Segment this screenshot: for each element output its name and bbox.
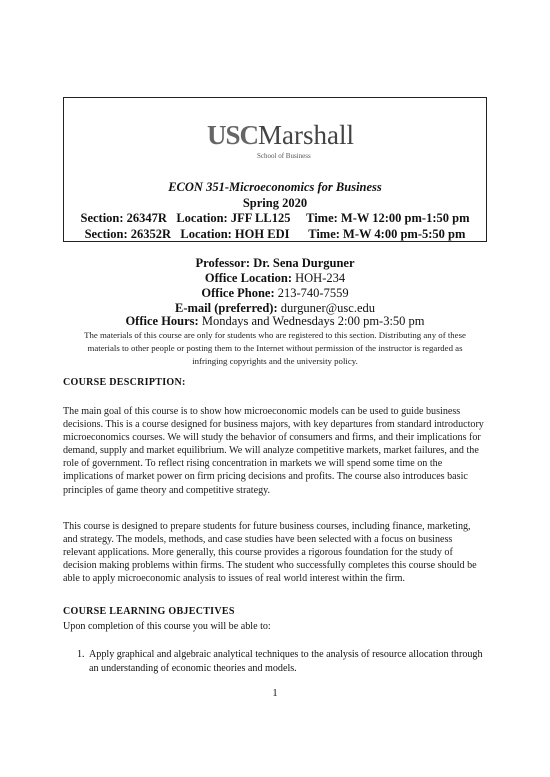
course-term: Spring 2020 [242, 196, 308, 210]
section-row-2 [0, 227, 550, 242]
office-location-label: Office Location: [204, 271, 292, 285]
email-label: E-mail (preferred): [175, 301, 278, 315]
office-location-line [0, 271, 550, 286]
section-number: Section: 26352R [84, 227, 172, 241]
objective-number: 1. [77, 649, 85, 660]
logo-marshall: Marshall [258, 120, 354, 150]
office-phone-label: Office Phone: [201, 286, 275, 300]
course-description-paragraph-1: The main goal of this course is to show how microeconomic models can be used to guide business decisions. This is a course designed for business majors, with key departures from standard introductory microeconomics courses. We will study the behavior of consumers and firms, and their implications for demand, supply and market equilibrium. We will analyze competitive markets, market failures, and the role of government. To reflect rising concentration in markets we will spend some time on the implications of market power on firm pricing decisions and profits. The course also introduces basic principles of game theory and competitive strategy. [63, 406, 484, 496]
objective-text: Apply graphical and algebraic analytical techniques to the analysis of resource allocation through an understanding of economic theories and models. [89, 649, 483, 674]
section-row-1 [0, 211, 550, 226]
email-value[interactable]: durguner@usc.edu [280, 301, 375, 315]
logo-usc: USC [207, 120, 259, 150]
professor-name: Professor: Dr. Sena Durguner [195, 256, 355, 270]
page-number: 1 [272, 688, 278, 699]
section-location: Location: HOH EDI [180, 227, 290, 241]
office-hours-value: Mondays and Wednesdays 2:00 pm-3:50 pm [201, 314, 425, 328]
office-phone-value: 213-740-7559 [277, 286, 349, 300]
learning-objectives-intro: Upon completion of this course you will be able to: [63, 621, 271, 632]
learning-objectives-heading: COURSE LEARNING OBJECTIVES [63, 606, 235, 617]
course-title: ECON 351-Microeconomics for Business [168, 180, 382, 194]
course-description-paragraph-2: This course is designed to prepare students for future business courses, including finance, marketing, and strategy. The models, methods, and case studies have been selected with a focus on business relevant applications. More generally, this course provides a rigorous foundation for the study of decision making problems within firms. The student who successfully completes this course should be able to apply microeconomic analysis to issues of real world interest within the firm. [63, 521, 477, 585]
copyright-disclaimer: The materials of this course are only for students who are registered to this section. Distributing any of these materials to other people or posting them to the Internet without permission of the instructor is regarded as infringing copyrights and the university policy. [84, 330, 466, 366]
learning-objective-item [77, 648, 487, 676]
office-hours-line [0, 314, 550, 329]
office-location-value: HOH-234 [295, 271, 346, 285]
office-phone-line [0, 286, 550, 301]
course-description-heading: COURSE DESCRIPTION: [63, 377, 186, 388]
section-number: Section: 26347R [80, 211, 167, 225]
office-hours-label: Office Hours: [125, 314, 199, 328]
usc-marshall-logo [207, 122, 357, 158]
section-time: Time: M-W 12:00 pm-1:50 pm [306, 211, 470, 225]
section-location: Location: JFF LL125 [176, 211, 291, 225]
section-time: Time: M-W 4:00 pm-5:50 pm [308, 227, 466, 241]
professor-line [0, 256, 550, 271]
logo-school: School of Business [257, 152, 311, 160]
